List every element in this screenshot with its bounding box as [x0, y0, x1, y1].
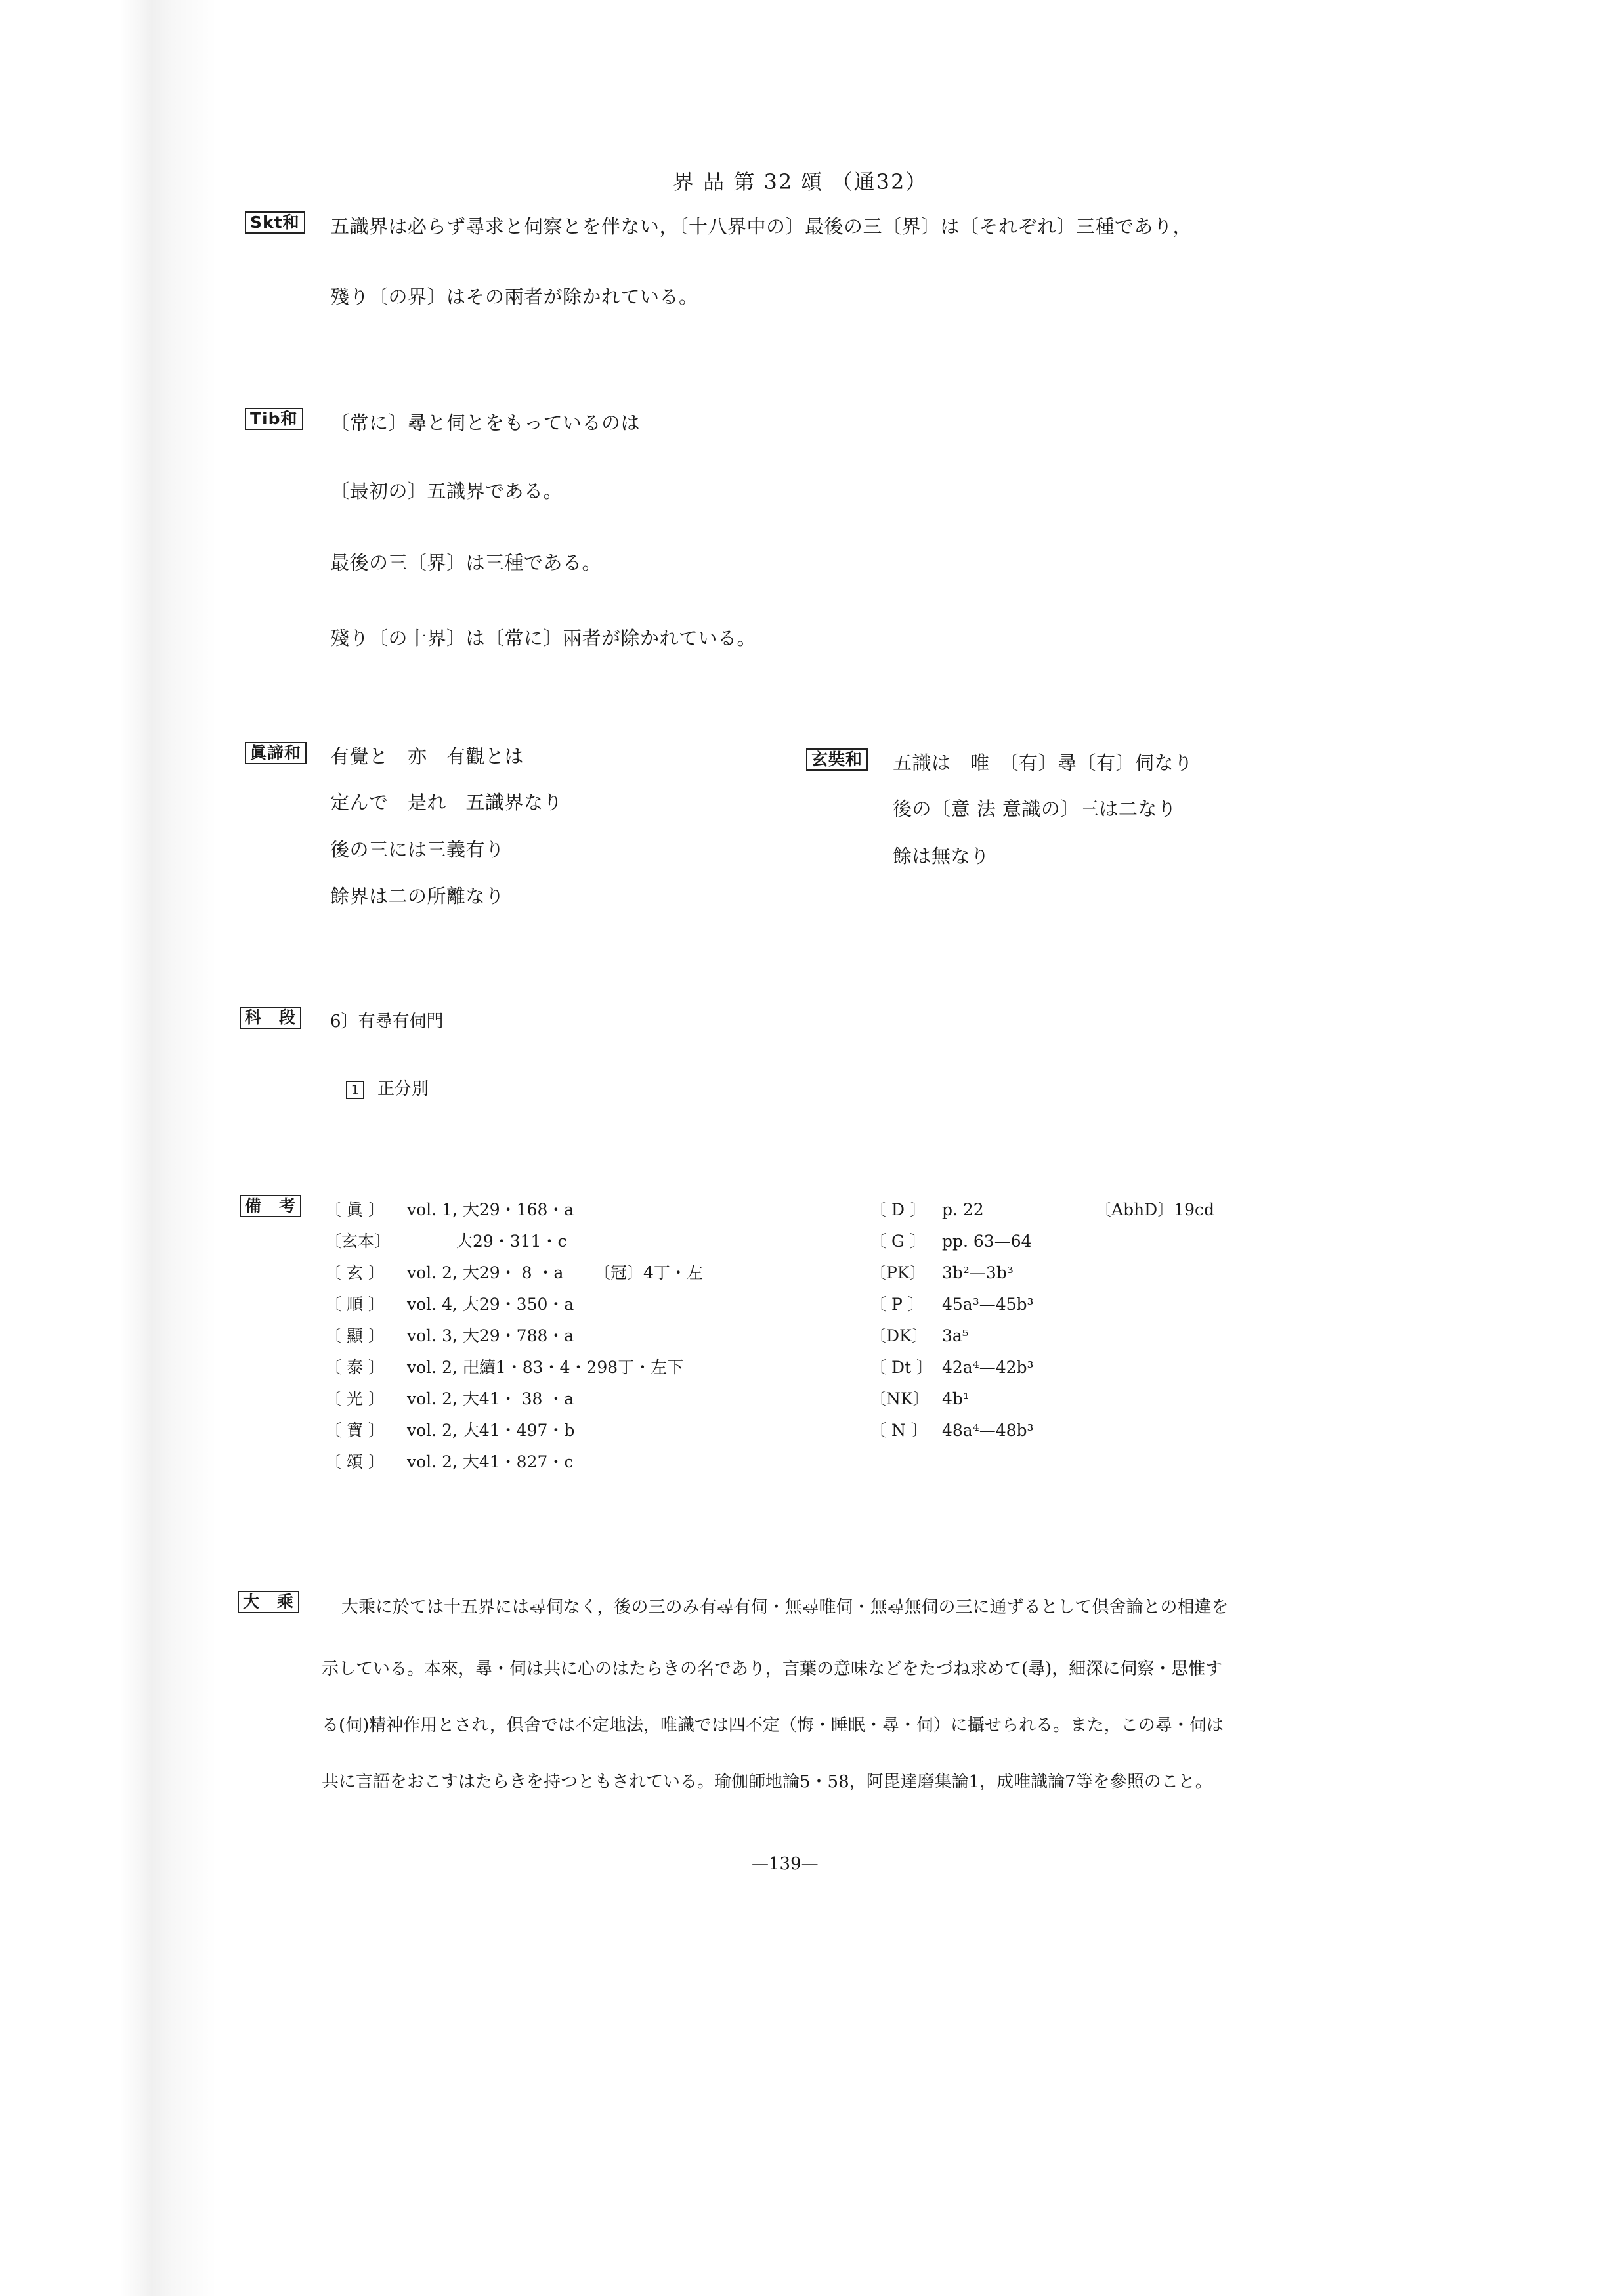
ref-key: 〔 N 〕 — [870, 1421, 928, 1440]
ref-left-row — [325, 1228, 567, 1252]
ref-right-row — [870, 1291, 1034, 1315]
ref-key: 〔 寶 〕 — [325, 1421, 385, 1440]
ref-left-row — [325, 1386, 574, 1410]
ref-right-row — [870, 1197, 984, 1221]
ref-left-row — [325, 1354, 683, 1378]
ref-key: 〔 G 〕 — [870, 1232, 926, 1251]
ref-right-row — [870, 1323, 969, 1347]
ref-value: vol. 3, 大29・788・a — [407, 1326, 574, 1345]
ref-right-row — [870, 1354, 1034, 1378]
ref-left-row — [325, 1449, 573, 1473]
kadan-number-box: 1 — [346, 1081, 364, 1099]
ref-key: 〔PK〕 — [870, 1263, 926, 1282]
ref-key: 〔 玄 〕 — [325, 1263, 385, 1282]
ref-key: 〔 頌 〕 — [325, 1452, 385, 1471]
daijo-tag: 大 乘 — [238, 1591, 299, 1613]
ref-value: vol. 1, 大29・168・a — [407, 1200, 574, 1219]
shintai-tag: 眞諦和 — [245, 742, 307, 764]
daijo-line-3: る(伺)精神作用とされ，倶舍では不定地法，唯識では四不定（悔・睡眠・尋・伺）に攝せられる。また，この尋・伺は — [322, 1716, 1224, 1735]
tib-line-1: 〔常に〕尋と伺とをもっているのは — [330, 412, 641, 434]
ref-right-extra: 〔AbhD〕19cd — [1095, 1200, 1215, 1219]
biko-tag: 備 考 — [240, 1195, 301, 1217]
daijo-line-4: 共に言語をおこすはたらきを持つともされている。瑜伽師地論5・58，阿毘達磨集論1，成唯識論7等を參照のこと。 — [322, 1772, 1212, 1792]
ref-key: 〔 D 〕 — [870, 1200, 926, 1219]
skt-line-1: 五識界は必らず尋求と伺察とを伴ない，〔十八界中の〕最後の三〔界〕は〔それぞれ〕三種であり， — [330, 215, 1193, 238]
ref-left-row — [325, 1418, 574, 1441]
ref-left-extra: 〔冠〕4丁・左 — [594, 1263, 703, 1282]
ref-value: pp. 63—64 — [942, 1232, 1032, 1251]
skt-tag: Skt和 — [245, 211, 305, 234]
ref-key: 〔 順 〕 — [325, 1295, 385, 1314]
page-number: —139— — [752, 1854, 819, 1874]
ref-left-row — [325, 1291, 574, 1315]
genjo-line-2: 後の〔意 法 意識の〕三は二なり — [893, 798, 1177, 820]
ref-key: 〔 眞 〕 — [325, 1200, 385, 1219]
shintai-line-1: 有覺と 亦 有觀とは — [330, 745, 524, 768]
ref-right-row — [870, 1260, 1014, 1284]
genjo-line-1: 五識は 唯 〔有〕尋〔有〕伺なり — [893, 752, 1193, 774]
ref-key: 〔 Dt 〕 — [870, 1358, 933, 1377]
shintai-line-2: 定んで 是れ 五識界なり — [330, 791, 563, 813]
ref-value: vol. 2, 大41・827・c — [407, 1452, 574, 1471]
ref-value: vol. 2, 大41・497・b — [407, 1421, 575, 1440]
ref-value: 大29・311・c — [407, 1232, 567, 1251]
kadan-line-2 — [346, 1075, 429, 1100]
ref-left-row — [325, 1197, 574, 1221]
ref-value: 45a³—45b³ — [942, 1295, 1034, 1314]
ref-right-row — [870, 1386, 970, 1410]
skt-line-2: 殘り〔の界〕はその兩者が除かれている。 — [330, 286, 698, 308]
tib-tag: Tib和 — [245, 408, 303, 430]
daijo-line-2: 示している。本來，尋・伺は共に心のはたらきの名であり，言葉の意味などをたづね求めて(尋)，細深に伺察・思惟す — [322, 1659, 1223, 1679]
ref-key: 〔 P 〕 — [870, 1295, 924, 1314]
ref-value: vol. 2, 卍續1・83・4・298丁・左下 — [407, 1358, 684, 1377]
ref-left-row — [325, 1260, 563, 1284]
ref-value: 42a⁴—42b³ — [942, 1358, 1034, 1377]
ref-right-row — [870, 1228, 1032, 1252]
ref-value: vol. 2, 大41・ 38 ・a — [407, 1389, 574, 1408]
ref-key: 〔 泰 〕 — [325, 1358, 385, 1377]
ref-key: 〔玄本〕 — [325, 1232, 391, 1251]
genjo-tag: 玄奘和 — [806, 748, 868, 771]
ref-key: 〔DK〕 — [870, 1326, 928, 1345]
ref-key: 〔NK〕 — [870, 1389, 930, 1408]
ref-value: 48a⁴—48b³ — [942, 1421, 1034, 1440]
ref-value: p. 22 — [942, 1200, 984, 1219]
daijo-line-1: 大乘に於ては十五界には尋伺なく，後の三のみ有尋有伺・無尋唯伺・無尋無伺の三に通ずるとして倶舍論との相違を — [341, 1597, 1229, 1617]
shintai-line-4: 餘界は二の所離なり — [330, 885, 505, 907]
genjo-line-3: 餘は無なり — [893, 845, 990, 867]
kadan-line-1: 6〕有尋有伺門 — [330, 1012, 444, 1031]
ref-value: vol. 4, 大29・350・a — [407, 1295, 574, 1314]
scan-shadow — [0, 0, 217, 2296]
tib-line-3: 最後の三〔界〕は三種である。 — [330, 552, 602, 574]
ref-right-row — [870, 1418, 1034, 1441]
ref-left-row — [325, 1323, 574, 1347]
ref-key: 〔 光 〕 — [325, 1389, 385, 1408]
ref-value: 3b²—3b³ — [942, 1263, 1014, 1282]
page-title: 界 品 第 32 頌 （通32） — [673, 169, 928, 194]
kadan-tag: 科 段 — [240, 1007, 301, 1029]
ref-value: vol. 2, 大29・ 8 ・a — [407, 1263, 564, 1282]
tib-line-2: 〔最初の〕五識界である。 — [330, 480, 563, 502]
shintai-line-3: 後の三には三義有り — [330, 838, 505, 861]
ref-value: 3a⁵ — [942, 1326, 969, 1345]
ref-value: 4b¹ — [942, 1389, 970, 1408]
kadan-subtitle: 正分別 — [377, 1079, 429, 1099]
ref-key: 〔 顯 〕 — [325, 1326, 385, 1345]
tib-line-4: 殘り〔の十界〕は〔常に〕兩者が除かれている。 — [330, 627, 757, 649]
